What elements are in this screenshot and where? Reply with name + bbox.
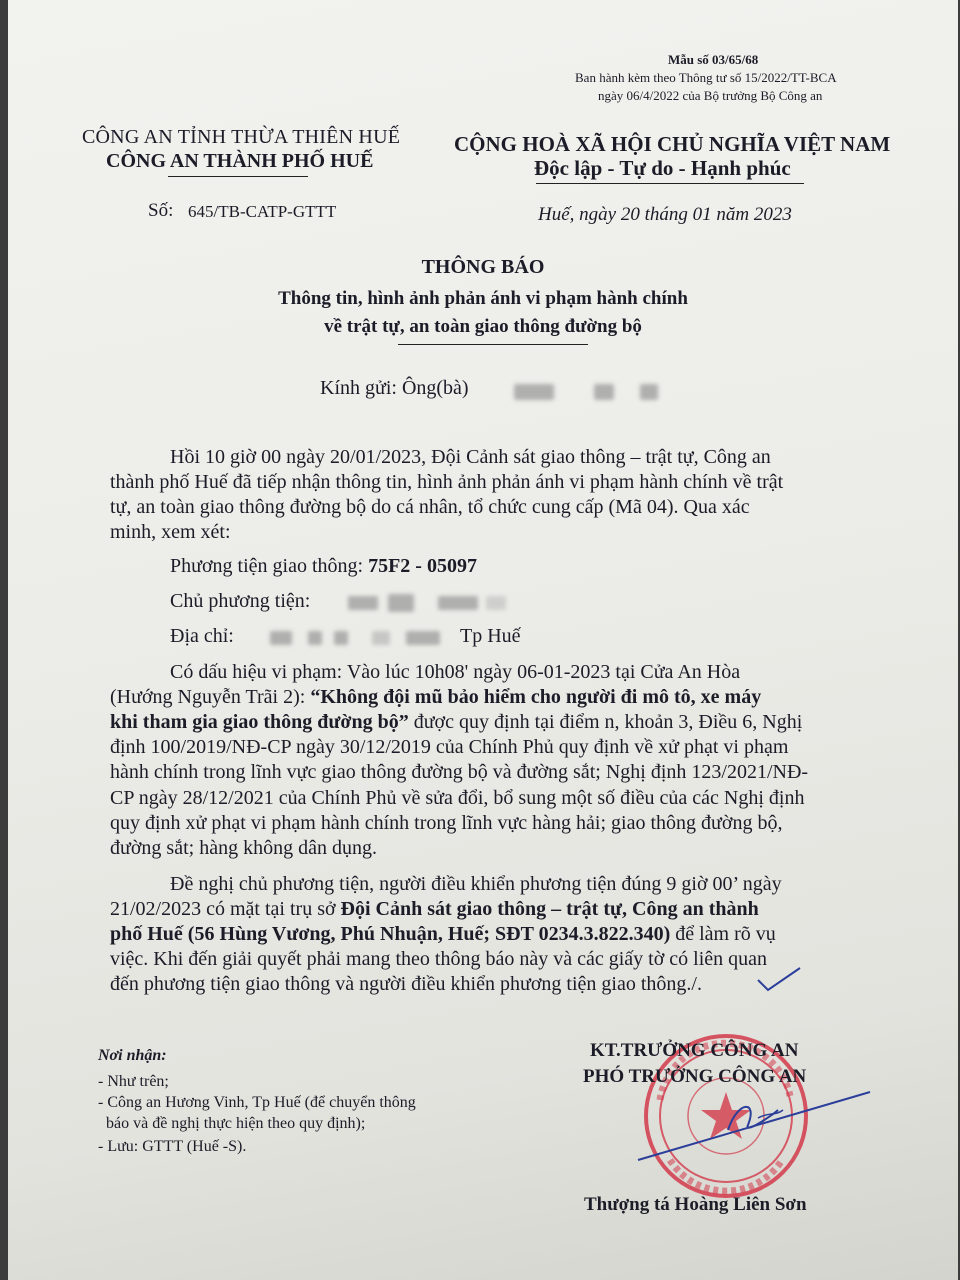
para1-line3: tự, an toàn giao thông đường bộ do cá nhân, tổ chức cung cấp (Mã 04). Qua xác bbox=[110, 496, 750, 518]
owner-label: Chủ phương tiện: bbox=[170, 590, 311, 612]
violation-description: “Không đội mũ bảo hiểm cho người đi mô tô, xe máy bbox=[310, 686, 762, 708]
para1-line4: minh, xem xét: bbox=[110, 521, 231, 543]
redacted-address-block bbox=[270, 631, 292, 645]
motto-underline bbox=[536, 183, 804, 184]
form-number: Mẫu số 03/65/68 bbox=[668, 52, 759, 67]
document-subtitle-line1: Thông tin, hình ảnh phản ánh vi phạm hành chính bbox=[278, 288, 688, 309]
redacted-name-block bbox=[640, 384, 658, 400]
national-motto: Độc lập - Tự do - Hạnh phúc bbox=[534, 156, 791, 180]
document-number: 645/TB-CATP-GTTT bbox=[188, 202, 337, 221]
violation-location: (Hướng Nguyễn Trãi 2): bbox=[110, 686, 311, 708]
document-subtitle-line2: về trật tự, an toàn giao thông đường bộ bbox=[324, 316, 642, 337]
address-label: Địa chỉ: bbox=[170, 625, 234, 647]
violation-line1: Có dấu hiệu vi phạm: Vào lúc 10h08' ngày 06-01-2023 tại Cửa An Hòa bbox=[170, 661, 741, 683]
owner-row bbox=[170, 589, 310, 615]
address-row bbox=[170, 624, 234, 650]
recipient-item: - Lưu: GTTT (Huế -S). bbox=[98, 1138, 247, 1155]
request-line3 bbox=[110, 922, 776, 948]
agency-name: CÔNG AN TỈNH THỪA THIÊN HUẾ bbox=[82, 126, 401, 148]
document-date: Huế, ngày 20 tháng 01 năm 2023 bbox=[538, 204, 792, 225]
para1-line1: Hồi 10 giờ 00 ngày 20/01/2023, Đội Cảnh sát giao thông – trật tự, Công an bbox=[170, 446, 771, 468]
violation-line4: định 100/2019/NĐ-CP ngày 30/12/2019 của Chính Phủ quy định về xử phạt vi phạm bbox=[110, 736, 789, 758]
recipient-item: - Như trên; bbox=[98, 1073, 169, 1090]
document-number-label: Số: bbox=[148, 200, 174, 221]
address-city: Tp Huế bbox=[460, 625, 521, 647]
redacted-owner-block bbox=[388, 594, 414, 612]
vehicle-row bbox=[170, 554, 477, 580]
violation-legal-ref: được quy định tại điểm n, khoản 3, Điều 6, Nghị bbox=[408, 711, 803, 733]
document-title: THÔNG BÁO bbox=[421, 256, 545, 278]
violation-line2 bbox=[110, 685, 761, 711]
redacted-name-block bbox=[514, 384, 554, 400]
redacted-address-block bbox=[406, 631, 440, 645]
violation-description-cont: khi tham gia giao thông đường bộ” bbox=[110, 711, 409, 733]
redacted-address-block bbox=[334, 631, 348, 645]
request-purpose: để làm rõ vụ bbox=[670, 923, 776, 945]
redacted-address-block bbox=[308, 631, 322, 645]
violation-line3 bbox=[110, 710, 802, 736]
check-mark-icon bbox=[754, 966, 804, 996]
unit-name: CÔNG AN THÀNH PHỐ HUẾ bbox=[106, 150, 374, 172]
violation-line8: đường sắt; hàng không dân dụng. bbox=[110, 837, 377, 859]
signature-title-line2: PHÓ TRƯỞNG CÔNG AN bbox=[583, 1066, 807, 1087]
signature-title-line1: KT.TRƯỞNG CÔNG AN bbox=[590, 1040, 799, 1061]
request-line5: đến phương tiện giao thông và người điều khiển phương tiện giao thông./. bbox=[110, 973, 702, 995]
redacted-owner-block bbox=[348, 596, 378, 610]
request-date: 21/02/2023 có mặt tại trụ sở bbox=[110, 898, 341, 920]
redacted-owner-block bbox=[486, 596, 506, 610]
request-line4: việc. Khi đến giải quyết phải mang theo thông báo này và các giấy tờ có liên quan bbox=[110, 948, 768, 970]
form-issued-line2: ngày 06/4/2022 của Bộ trưởng Bộ Công an bbox=[598, 88, 823, 103]
subtitle-underline bbox=[398, 344, 588, 345]
unit-underline bbox=[168, 176, 308, 177]
request-line2 bbox=[110, 897, 759, 923]
recipients-title: Nơi nhận: bbox=[98, 1047, 167, 1064]
para1-line2: thành phố Huế đã tiếp nhận thông tin, hình ảnh phản ánh vi phạm hành chính về trật bbox=[110, 471, 784, 493]
request-office: Đội Cảnh sát giao thông – trật tự, Công an thành bbox=[340, 898, 759, 920]
vehicle-label: Phương tiện giao thông: bbox=[170, 555, 364, 577]
signer-name: Thượng tá Hoàng Liên Sơn bbox=[584, 1194, 807, 1215]
greeting: Kính gửi: Ông(bà) bbox=[320, 377, 469, 399]
violation-line5: hành chính trong lĩnh vực giao thông đường bộ và đường sắt; Nghị định 123/2021/NĐ- bbox=[110, 761, 809, 783]
document-page bbox=[8, 0, 958, 1280]
request-address: phố Huế (56 Hùng Vương, Phú Nhuận, Huế; SĐT 0234.3.822.340) bbox=[110, 923, 671, 945]
violation-line7: quy định xử phạt vi phạm hành chính trong lĩnh vực hàng hải; giao thông đường bộ, bbox=[110, 812, 783, 834]
violation-line6: CP ngày 28/12/2021 của Chính Phủ về sửa đổi, bổ sung một số điều của các Nghị định bbox=[110, 787, 805, 809]
redacted-owner-block bbox=[438, 596, 478, 610]
nation-title: CỘNG HOÀ XÃ HỘI CHỦ NGHĨA VIỆT NAM bbox=[454, 132, 891, 156]
redacted-name-block bbox=[594, 384, 614, 400]
recipient-item: - Công an Hương Vinh, Tp Huế (để chuyển thông bbox=[98, 1094, 416, 1111]
vehicle-plate: 75F2 - 05097 bbox=[368, 555, 477, 577]
request-line1: Đề nghị chủ phương tiện, người điều khiển phương tiện đúng 9 giờ 00’ ngày bbox=[170, 873, 782, 895]
recipient-item-cont: báo và đề nghị thực hiện theo quy định); bbox=[106, 1115, 366, 1132]
redacted-address-block bbox=[372, 631, 390, 645]
form-issued-line1: Ban hành kèm theo Thông tư số 15/2022/TT-BCA bbox=[575, 70, 837, 85]
